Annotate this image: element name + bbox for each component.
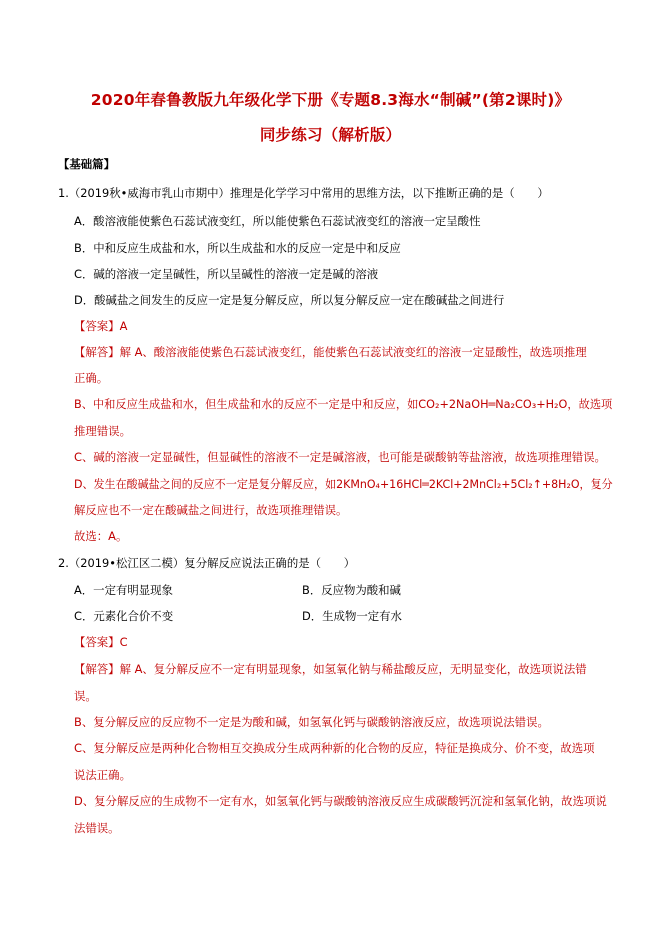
q1-analysis-b-line2: 推理错误。 <box>74 424 131 438</box>
q1-analysis-c: C、碱的溶液一定显碱性，但显碱性的溶液不一定是碱溶液，也可能是碳酸钠等盐溶液，故选项推理错误。 <box>74 450 606 464</box>
q2-analysis-d-line2: 法错误。 <box>74 821 120 835</box>
q2-option-d: D．生成物一定有水 <box>302 609 402 623</box>
q1-option-a: A．酸溶液能使紫色石蕊试液变红，所以能使紫色石蕊试液变红的溶液一定呈酸性 <box>74 214 481 228</box>
q1-option-c: C．碱的溶液一定呈碱性，所以呈碱性的溶液一定是碱的溶液 <box>74 267 379 281</box>
q1-analysis-d-line1: D、发生在酸碱盐之间的反应不一定是复分解反应，如2KMnO₄+16HCl═2KCl+2MnCl₂+5Cl₂↑+8H₂O，复分 <box>74 477 613 491</box>
q2-analysis-d-line1: D、复分解反应的生成物不一定有水，如氢氧化钙与碳酸钠溶液反应生成碳酸钙沉淀和氢氧化钠，故选项说 <box>74 794 607 808</box>
q1-stem: 1.（2019秋•威海市乳山市期中）推理是化学学习中常用的思维方法，以下推断正确的是（ ） <box>58 186 549 200</box>
q2-option-a: A．一定有明显现象 <box>74 583 173 597</box>
q2-analysis-a-line1: 【解答】解 A、复分解反应不一定有明显现象，如氢氧化钠与稀盐酸反应，无明显变化，故选项说法错 <box>74 662 587 676</box>
q2-option-c: C．元素化合价不变 <box>74 609 174 623</box>
q2-option-b: B．反应物为酸和碱 <box>302 583 401 597</box>
q2-analysis-c-line2: 说法正确。 <box>74 768 131 782</box>
q2-stem: 2.（2019•松江区二模）复分解反应说法正确的是（ ） <box>58 556 356 570</box>
q1-analysis-a-line1: 【解答】解 A、酸溶液能使紫色石蕊试液变红，能使紫色石蕊试液变红的溶液一定显酸性，故选项推理 <box>74 345 587 359</box>
q1-analysis-d-line2: 解反应也不一定在酸碱盐之间进行，故选项推理错误。 <box>74 503 348 517</box>
q1-analysis-b-line1: B、中和反应生成盐和水，但生成盐和水的反应不一定是中和反应，如CO₂+2NaOH═Na₂CO₃+H₂O，故选项 <box>74 397 613 411</box>
q1-answer: 【答案】A <box>74 319 128 333</box>
document-title-line1: 2020年春鲁教版九年级化学下册《专题8.3海水“制碱”(第2课时)》 <box>90 91 571 109</box>
q2-answer: 【答案】C <box>74 635 128 649</box>
q2-analysis-c-line1: C、复分解反应是两种化合物相互交换成分生成两种新的化合物的反应，特征是换成分、价不变，故选项 <box>74 741 595 755</box>
q1-option-d: D．酸碱盐之间发生的反应一定是复分解反应，所以复分解反应一定在酸碱盐之间进行 <box>74 293 505 307</box>
q1-conclusion: 故选：A。 <box>74 529 128 543</box>
q2-analysis-a-line2: 误。 <box>74 689 97 703</box>
q2-analysis-b: B、复分解反应的反应物不一定是为酸和碱，如氢氧化钙与碳酸钠溶液反应，故选项说法错误。 <box>74 715 549 729</box>
q1-option-b: B．中和反应生成盐和水，所以生成盐和水的反应一定是中和反应 <box>74 241 401 255</box>
document-title-line2: 同步练习（解析版） <box>259 126 402 144</box>
q1-analysis-a-line2: 正确。 <box>74 371 109 385</box>
section-heading: 【基础篇】 <box>58 157 115 171</box>
